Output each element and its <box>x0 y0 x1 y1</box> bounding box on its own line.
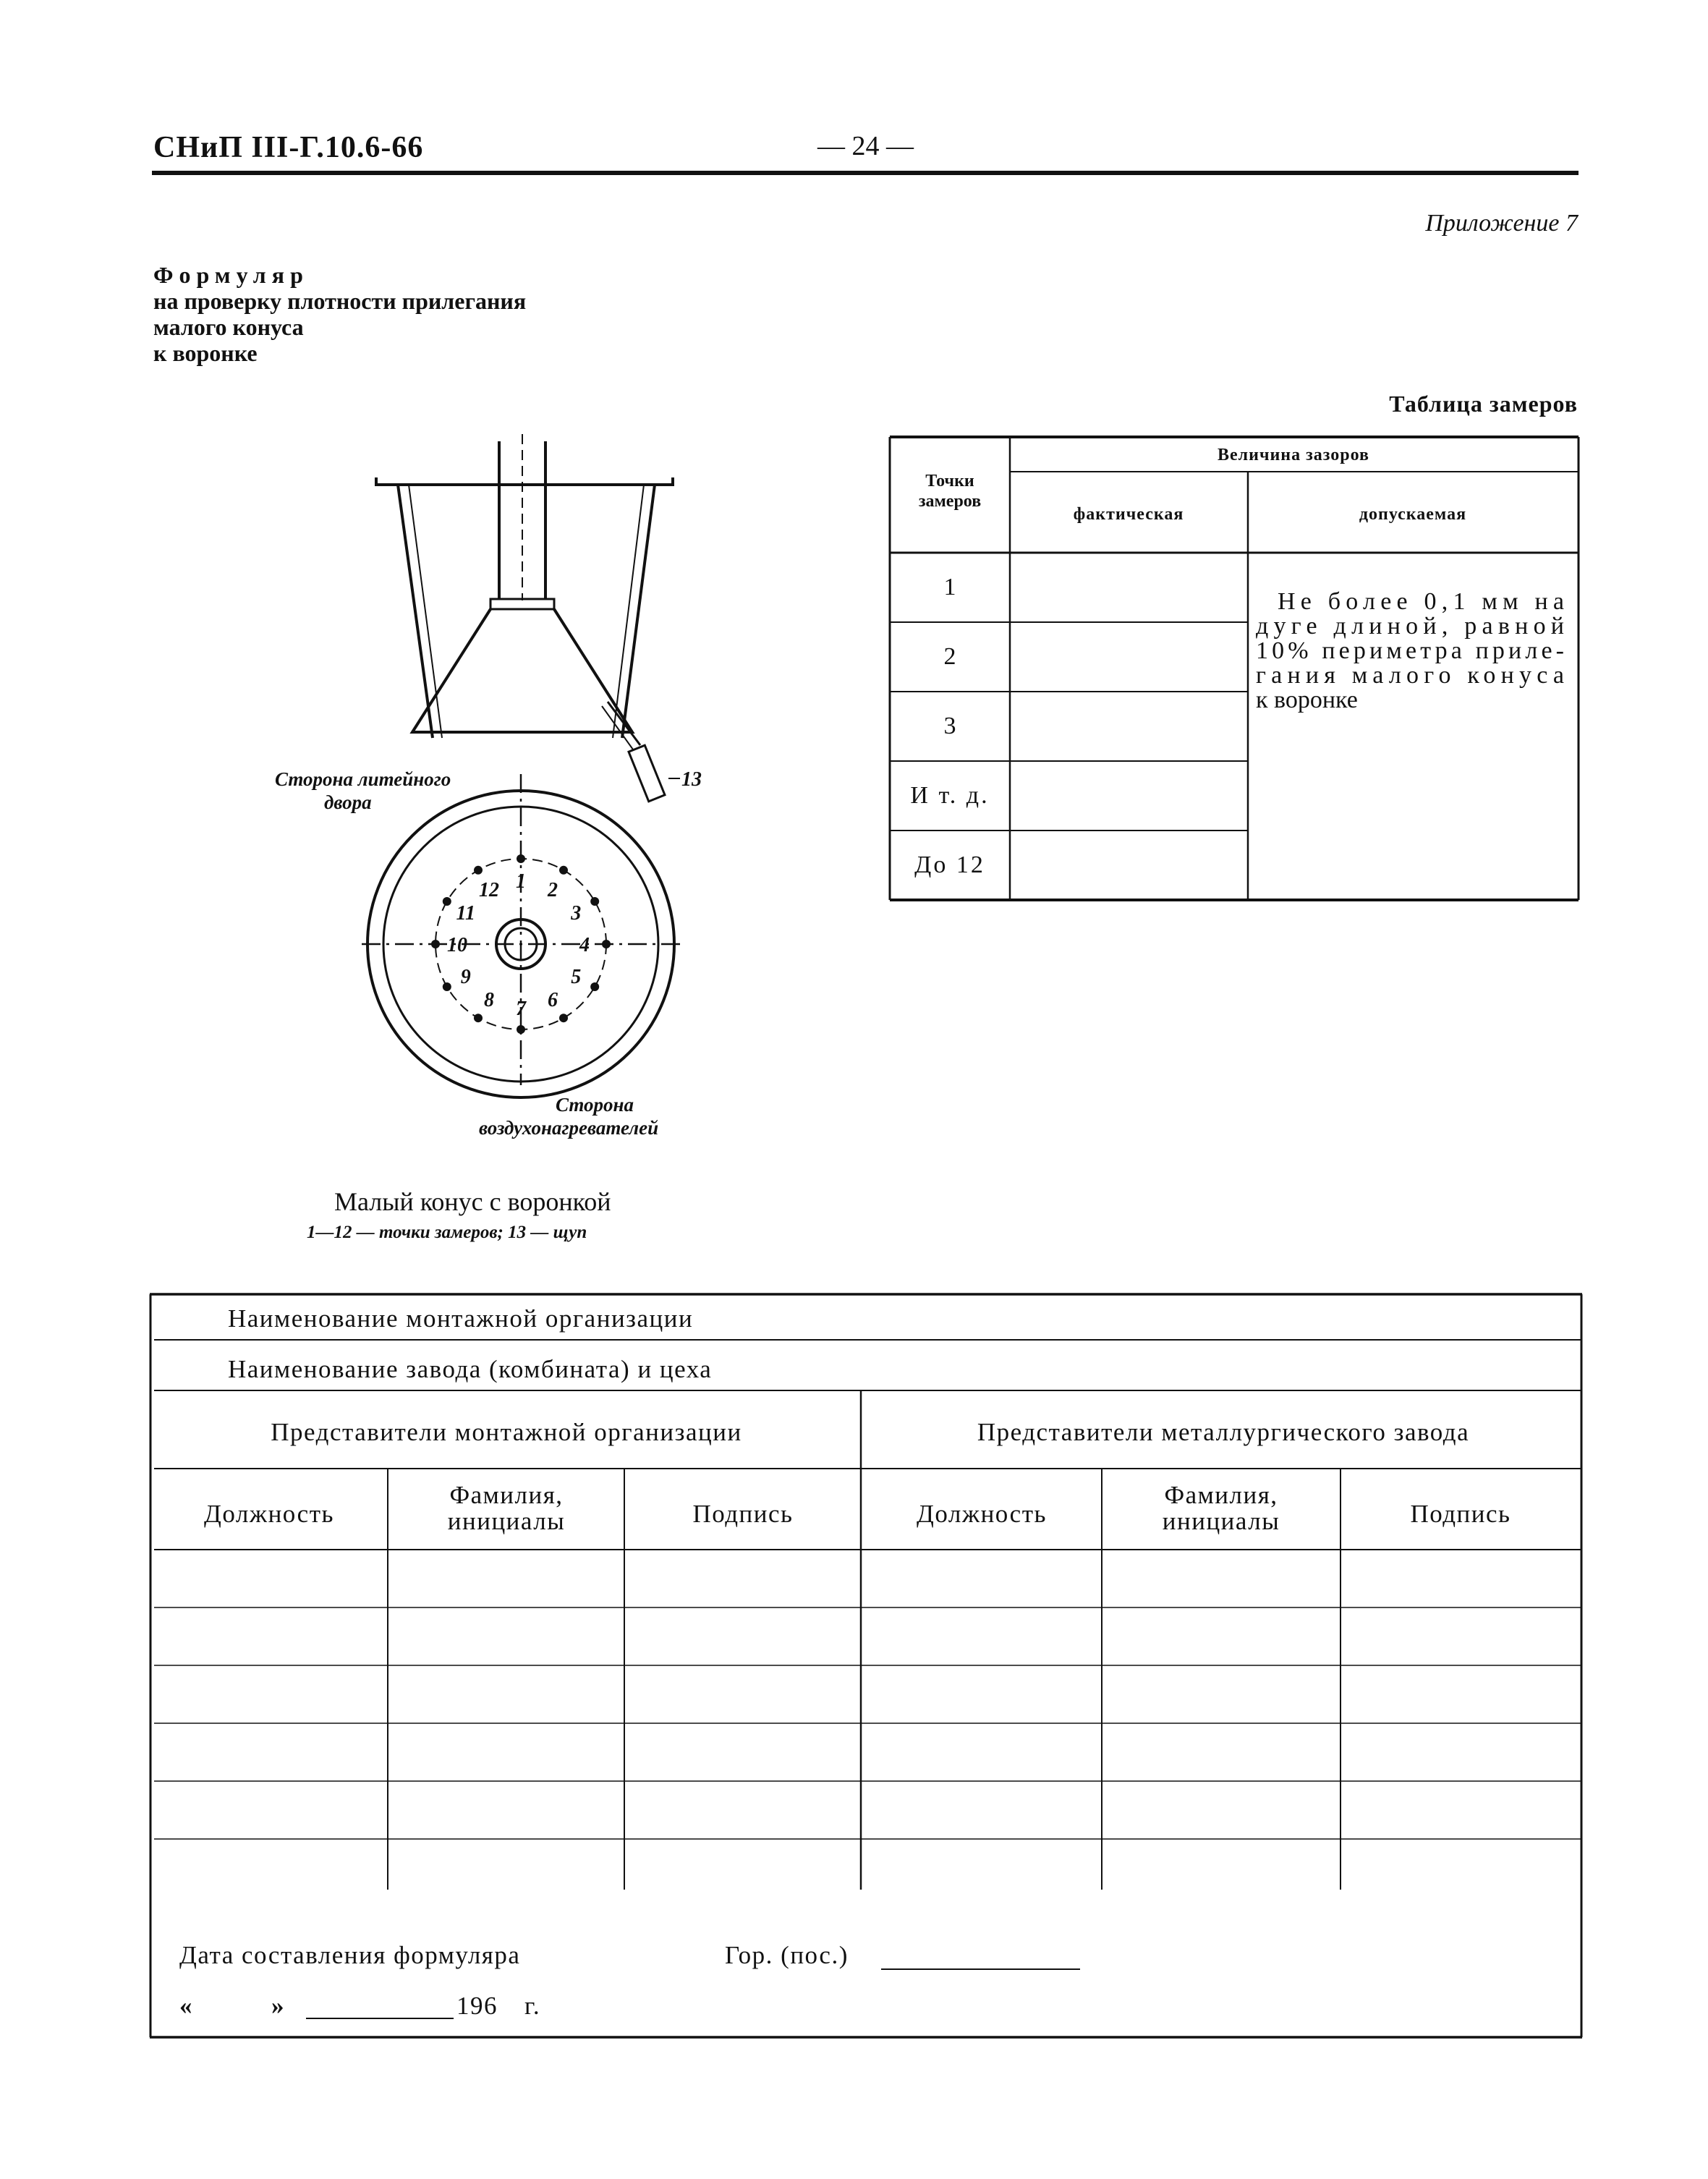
allowed-text-line-3: 10% периметра приле- <box>1256 637 1564 664</box>
cone-funnel-drawing <box>239 434 760 1165</box>
probe-label: 13 <box>681 768 702 791</box>
measurement-point-label-8: 8 <box>484 989 494 1012</box>
gap-group-header: Величина зазоров <box>1217 446 1370 464</box>
measurement-point-2 <box>559 866 568 875</box>
allowed-header: допускаемая <box>1359 505 1467 524</box>
figure-legend: 1—12 — точки замеров; 13 — щуп <box>307 1223 587 1242</box>
col-name-left-1: Фамилия, <box>449 1481 564 1509</box>
col-name-right-1: Фамилия, <box>1164 1481 1278 1509</box>
measurement-point-9 <box>443 982 451 991</box>
measurement-point-12 <box>474 866 483 875</box>
measurement-point-label-3: 3 <box>571 902 582 925</box>
form-title-line-2: на проверку плотности прилегания <box>153 288 527 314</box>
measurement-point-5 <box>590 982 599 991</box>
point-row-to-12: До 12 <box>914 851 985 878</box>
allowed-text-line-4: гания малого конуса <box>1256 662 1564 689</box>
allowed-text-line-5: к воронке <box>1256 687 1358 713</box>
figure-caption: Малый конус с воронкой <box>334 1187 611 1216</box>
point-row-3: 3 <box>943 713 956 739</box>
form-title-line-4: к воронке <box>153 340 258 366</box>
city-label: Гор. (пос.) <box>725 1941 849 1969</box>
measurement-point-7 <box>517 1025 525 1034</box>
form-title <box>153 262 526 366</box>
measurement-point-label-5: 5 <box>571 966 582 988</box>
group-installer-label: Представители монтажной организации <box>271 1418 742 1446</box>
measurement-point-11 <box>443 897 451 906</box>
point-row-2: 2 <box>943 643 956 670</box>
measurement-point-4 <box>602 940 611 948</box>
header-rule <box>152 171 1579 175</box>
date-label: Дата составления формуляра <box>179 1941 521 1969</box>
org-name-label: Наименование монтажной организации <box>228 1304 694 1333</box>
measurement-point-10 <box>431 940 440 948</box>
measurement-point-label-1: 1 <box>516 870 526 893</box>
col-name-right-2: инициалы <box>1162 1507 1280 1535</box>
measurement-point-6 <box>559 1014 568 1022</box>
plant-name-label: Наименование завода (комбината) и цеха <box>228 1355 713 1383</box>
side-foundry-line-1: Сторона литейного <box>275 768 451 790</box>
measurement-point-label-11: 11 <box>456 902 476 925</box>
appendix-label: Приложение 7 <box>1425 210 1578 237</box>
col-position-right: Должность <box>917 1500 1047 1528</box>
measurement-table-caption: Таблица замеров <box>1389 391 1578 417</box>
measurement-point-1 <box>517 854 525 863</box>
measurement-point-label-9: 9 <box>460 966 471 988</box>
col-signature-right: Подпись <box>1410 1500 1511 1528</box>
year-label: 196 <box>456 1992 498 2020</box>
document-code: СНиП III-Г.10.6-66 <box>153 131 424 164</box>
points-header-line-2: замеров <box>918 492 982 511</box>
quote-open: « <box>179 1992 193 2020</box>
measurement-point-label-2: 2 <box>548 878 558 901</box>
measurement-point-label-4: 4 <box>579 934 590 956</box>
side-view <box>376 434 680 802</box>
form-title-line-3: малого конуса <box>153 314 304 340</box>
actual-header: фактическая <box>1073 505 1184 524</box>
measurement-point-8 <box>474 1014 483 1022</box>
signature-form <box>148 1292 1584 2040</box>
plan-view <box>362 774 681 1097</box>
col-signature-left: Подпись <box>692 1500 794 1528</box>
side-heaters-line-2: воздухонагревателей <box>479 1117 659 1139</box>
points-header-line-1: Точки <box>925 472 974 490</box>
allowed-text-line-1: Не более 0,1 мм на <box>1278 588 1564 615</box>
measurement-point-label-10: 10 <box>447 934 467 956</box>
measurement-point-label-12: 12 <box>479 878 499 901</box>
measurement-point-label-6: 6 <box>548 989 558 1012</box>
point-row-etc: И т. д. <box>910 782 990 809</box>
col-name-left-2: инициалы <box>447 1507 566 1535</box>
measurement-table <box>888 434 1580 903</box>
side-heaters-line-1: Сторона <box>556 1094 634 1116</box>
allowed-text-line-2: дуге длиной, равной <box>1256 613 1564 640</box>
measurement-point-3 <box>590 897 599 906</box>
measurement-point-label-7: 7 <box>516 998 526 1020</box>
col-position-left: Должность <box>204 1500 334 1528</box>
group-plant-label: Представители металлургического завода <box>977 1418 1470 1446</box>
page-number: — 24 — <box>817 131 914 161</box>
quote-close: » <box>271 1992 285 2020</box>
year-suffix: г. <box>524 1992 541 2020</box>
form-title-line-1: Формуляр <box>153 262 309 288</box>
point-row-1: 1 <box>943 574 956 600</box>
side-foundry-line-2: двора <box>324 791 372 813</box>
